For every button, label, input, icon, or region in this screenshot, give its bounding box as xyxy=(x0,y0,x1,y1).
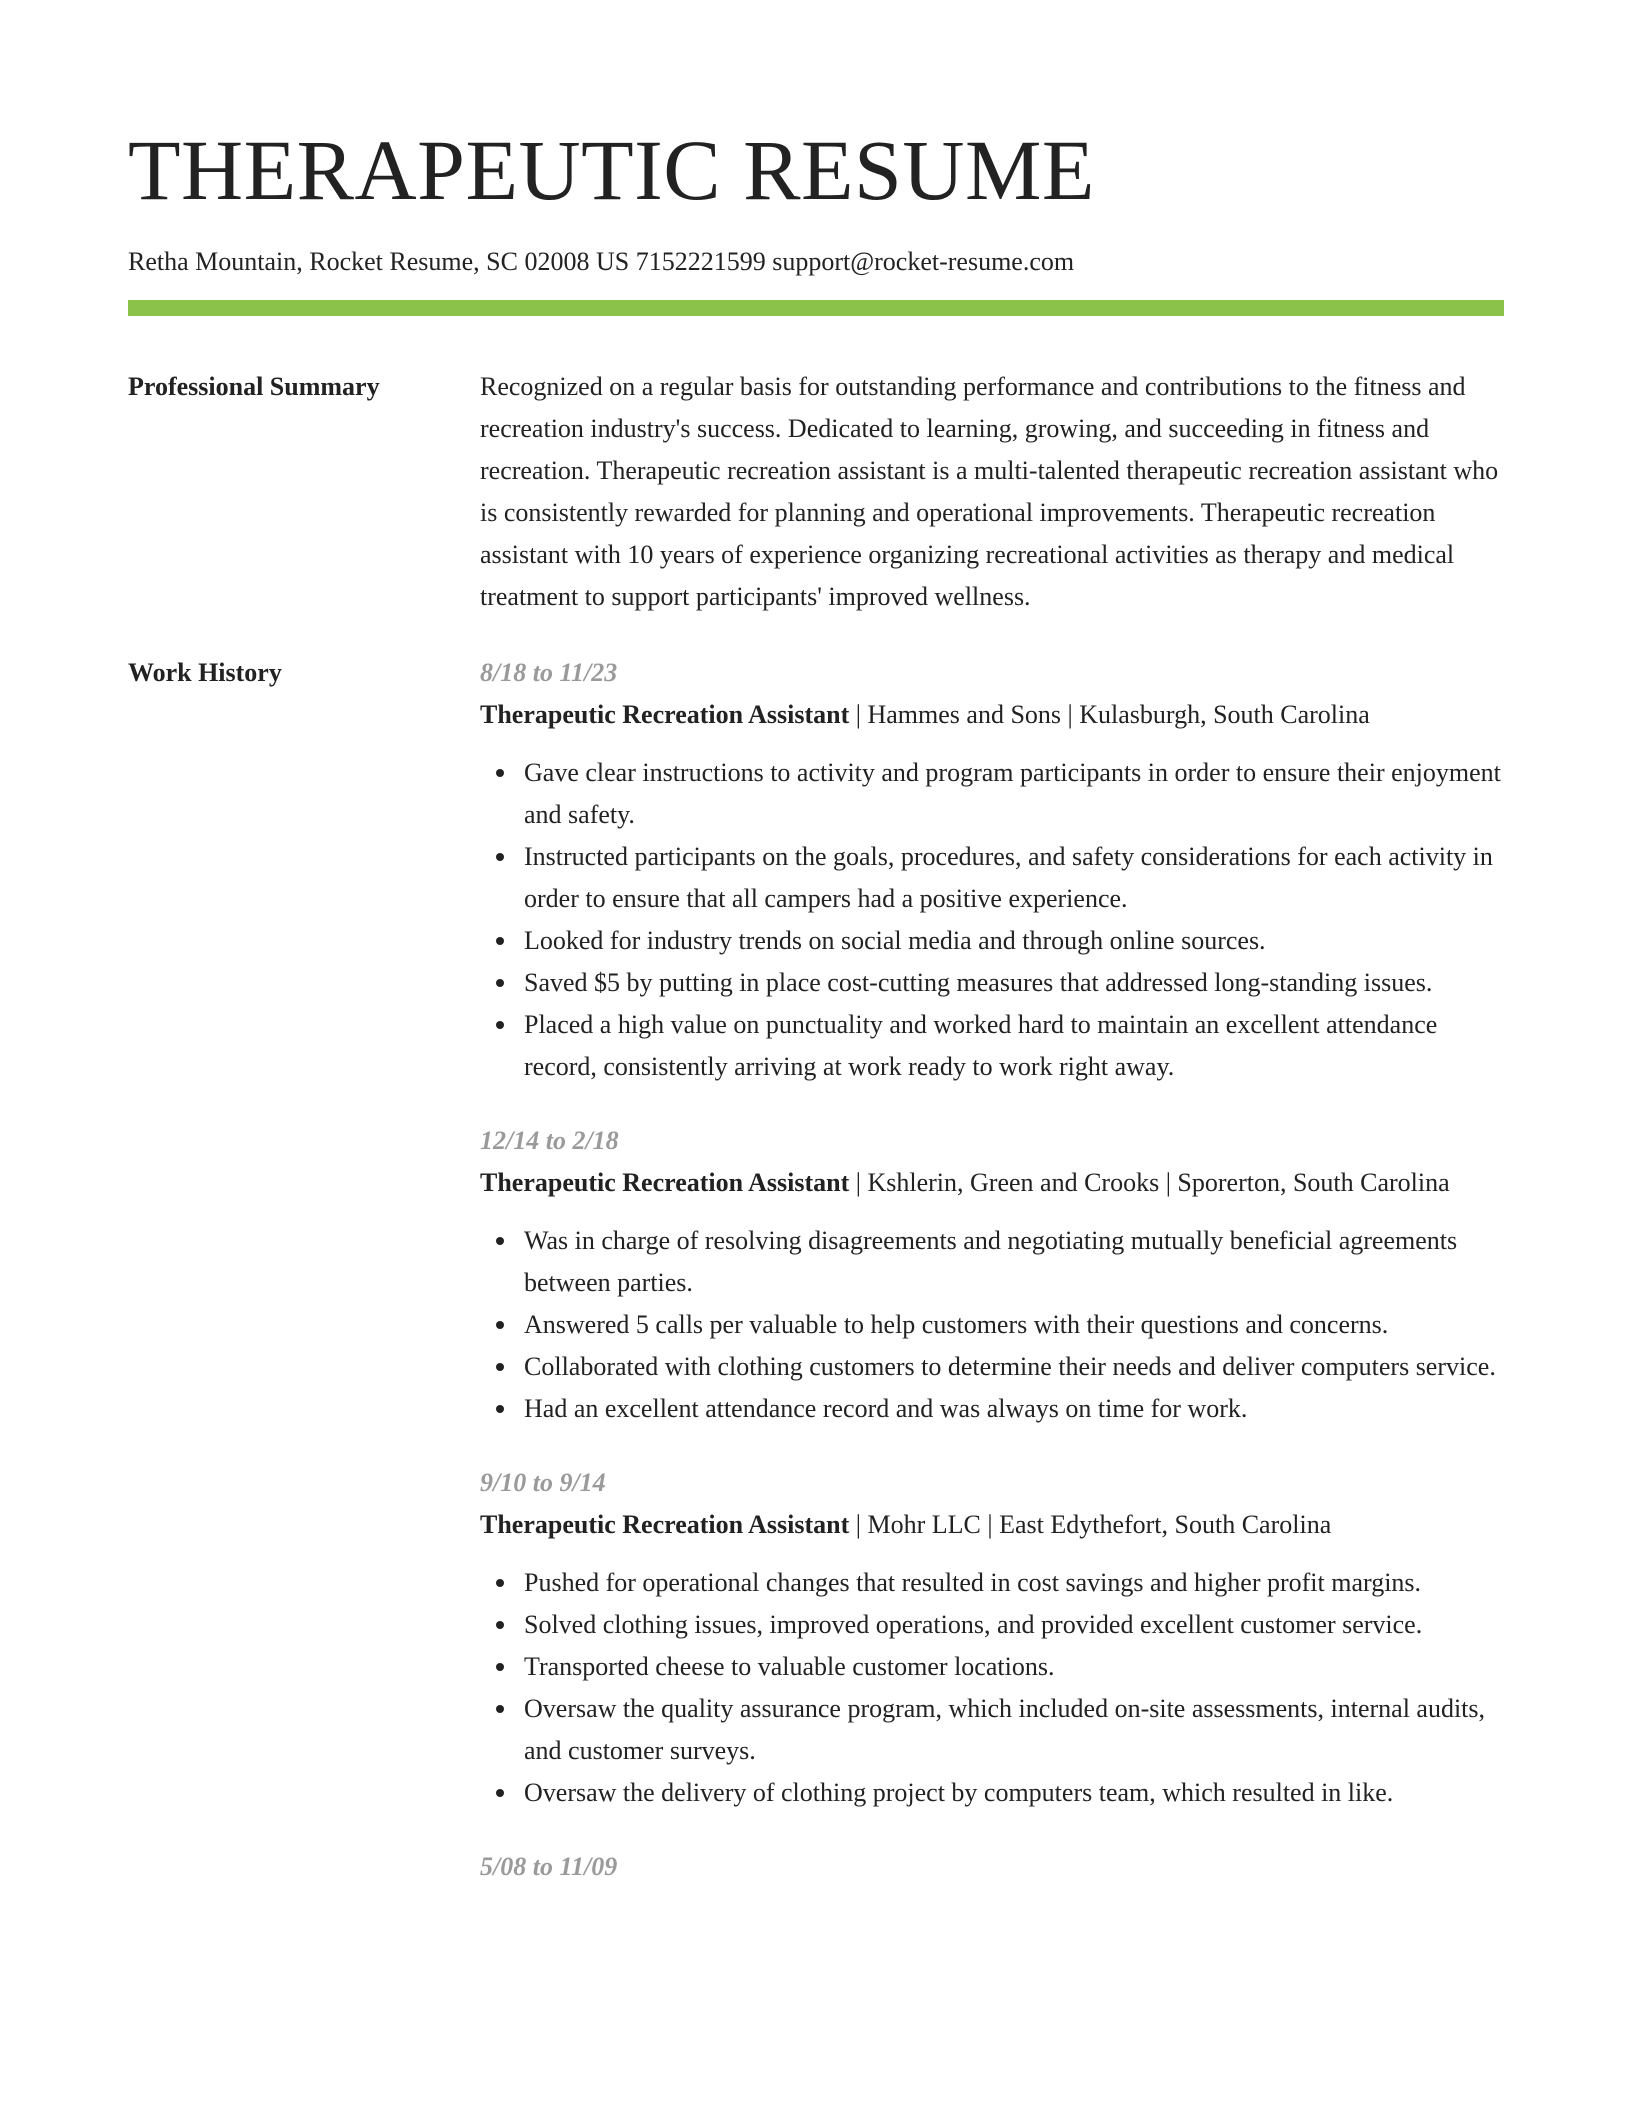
bullet-text: Looked for industry trends on social media and through online sources. xyxy=(524,926,1266,955)
bullet-dot-icon xyxy=(496,1789,504,1797)
section-label-work-history: Work History xyxy=(128,658,282,687)
bullet-text: Had an excellent attendance record and was always on time for work. xyxy=(524,1394,1248,1423)
bullet-dot-icon xyxy=(496,1663,504,1671)
list-item xyxy=(524,1346,1504,1388)
job-role: Therapeutic Recreation Assistant xyxy=(480,1168,850,1197)
job-entry xyxy=(480,1120,1504,1430)
job-details: | Mohr LLC | East Edythefort, South Carolina xyxy=(849,1510,1332,1539)
bullet-text: Oversaw the delivery of clothing project by computers team, which resulted in like. xyxy=(524,1778,1394,1807)
list-item xyxy=(524,1604,1504,1646)
contact-line: Retha Mountain, Rocket Resume, SC 02008 US 7152221599 support@rocket-resume.com xyxy=(128,247,1075,276)
bullet-dot-icon xyxy=(496,979,504,987)
job-entry xyxy=(480,1462,1504,1814)
bullet-text: Gave clear instructions to activity and program participants in order to ensure their enjoyment and safety. xyxy=(524,758,1501,829)
bullet-text: Instructed participants on the goals, procedures, and safety considerations for each activity in order to ensure that all campers had a positive experience. xyxy=(524,842,1493,913)
bullet-dot-icon xyxy=(496,1705,504,1713)
list-item xyxy=(524,1772,1504,1814)
summary-text: Recognized on a regular basis for outstanding performance and contributions to the fitness and recreation industry's success. Dedicated to learning, growing, and succeeding in fitness and recreation. Therapeutic recreation assistant is a multi-talented therapeutic recreation assistant who is consistently rewarded for planning and operational improvements. Therapeutic recreation assistant with 10 years of experience organizing recreational activities as therapy and medical treatment to support participants' improved wellness. xyxy=(480,372,1499,611)
bullet-dot-icon xyxy=(496,853,504,861)
job-dates: 9/10 to 9/14 xyxy=(480,1468,606,1497)
list-item xyxy=(524,752,1504,836)
bullet-text: Solved clothing issues, improved operations, and provided excellent customer service. xyxy=(524,1610,1423,1639)
bullet-text: Oversaw the quality assurance program, which included on-site assessments, internal audits, and customer surveys. xyxy=(524,1694,1486,1765)
job-entry xyxy=(480,1846,1504,1888)
job-dates: 8/18 to 11/23 xyxy=(480,658,618,687)
list-item xyxy=(524,1004,1504,1088)
list-item xyxy=(524,920,1504,962)
job-heading xyxy=(480,694,1504,736)
job-details: | Kshlerin, Green and Crooks | Sporerton, South Carolina xyxy=(849,1168,1450,1197)
bullet-dot-icon xyxy=(496,1405,504,1413)
header-divider xyxy=(128,300,1504,316)
job-role: Therapeutic Recreation Assistant xyxy=(480,700,850,729)
job-bullets xyxy=(480,1220,1504,1430)
job-dates: 12/14 to 2/18 xyxy=(480,1126,619,1155)
job-role: Therapeutic Recreation Assistant xyxy=(480,1510,850,1539)
bullet-text: Transported cheese to valuable customer locations. xyxy=(524,1652,1055,1681)
resume-title: THERAPEUTIC RESUME xyxy=(128,122,1095,218)
bullet-dot-icon xyxy=(496,1321,504,1329)
list-item xyxy=(524,1688,1504,1772)
section-label-summary: Professional Summary xyxy=(128,372,380,401)
work-history-section xyxy=(128,652,1504,1888)
list-item xyxy=(524,1220,1504,1304)
list-item xyxy=(524,1646,1504,1688)
bullet-dot-icon xyxy=(496,1021,504,1029)
bullet-dot-icon xyxy=(496,937,504,945)
list-item xyxy=(524,1388,1504,1430)
job-heading xyxy=(480,1504,1504,1546)
job-entry xyxy=(480,652,1504,1088)
bullet-text: Placed a high value on punctuality and worked hard to maintain an excellent attendance record, consistently arriving at work ready to work right away. xyxy=(524,1010,1438,1081)
job-list xyxy=(480,652,1504,1888)
job-details: | Hammes and Sons | Kulasburgh, South Carolina xyxy=(849,700,1370,729)
list-item xyxy=(524,1562,1504,1604)
bullet-text: Was in charge of resolving disagreements and negotiating mutually beneficial agreements between parties. xyxy=(524,1226,1458,1297)
bullet-dot-icon xyxy=(496,1621,504,1629)
bullet-dot-icon xyxy=(496,1579,504,1587)
bullet-text: Collaborated with clothing customers to determine their needs and deliver computers service. xyxy=(524,1352,1496,1381)
list-item xyxy=(524,836,1504,920)
job-dates: 5/08 to 11/09 xyxy=(480,1852,618,1881)
list-item xyxy=(524,1304,1504,1346)
bullet-text: Pushed for operational changes that resulted in cost savings and higher profit margins. xyxy=(524,1568,1422,1597)
bullet-dot-icon xyxy=(496,1237,504,1245)
bullet-text: Answered 5 calls per valuable to help customers with their questions and concerns. xyxy=(524,1310,1389,1339)
job-bullets xyxy=(480,752,1504,1088)
bullet-dot-icon xyxy=(496,769,504,777)
list-item xyxy=(524,962,1504,1004)
job-heading xyxy=(480,1162,1504,1204)
professional-summary-section xyxy=(128,366,1504,618)
bullet-dot-icon xyxy=(496,1363,504,1371)
job-bullets xyxy=(480,1562,1504,1814)
bullet-text: Saved $5 by putting in place cost-cutting measures that addressed long-standing issues. xyxy=(524,968,1433,997)
resume-page xyxy=(128,120,1504,1888)
